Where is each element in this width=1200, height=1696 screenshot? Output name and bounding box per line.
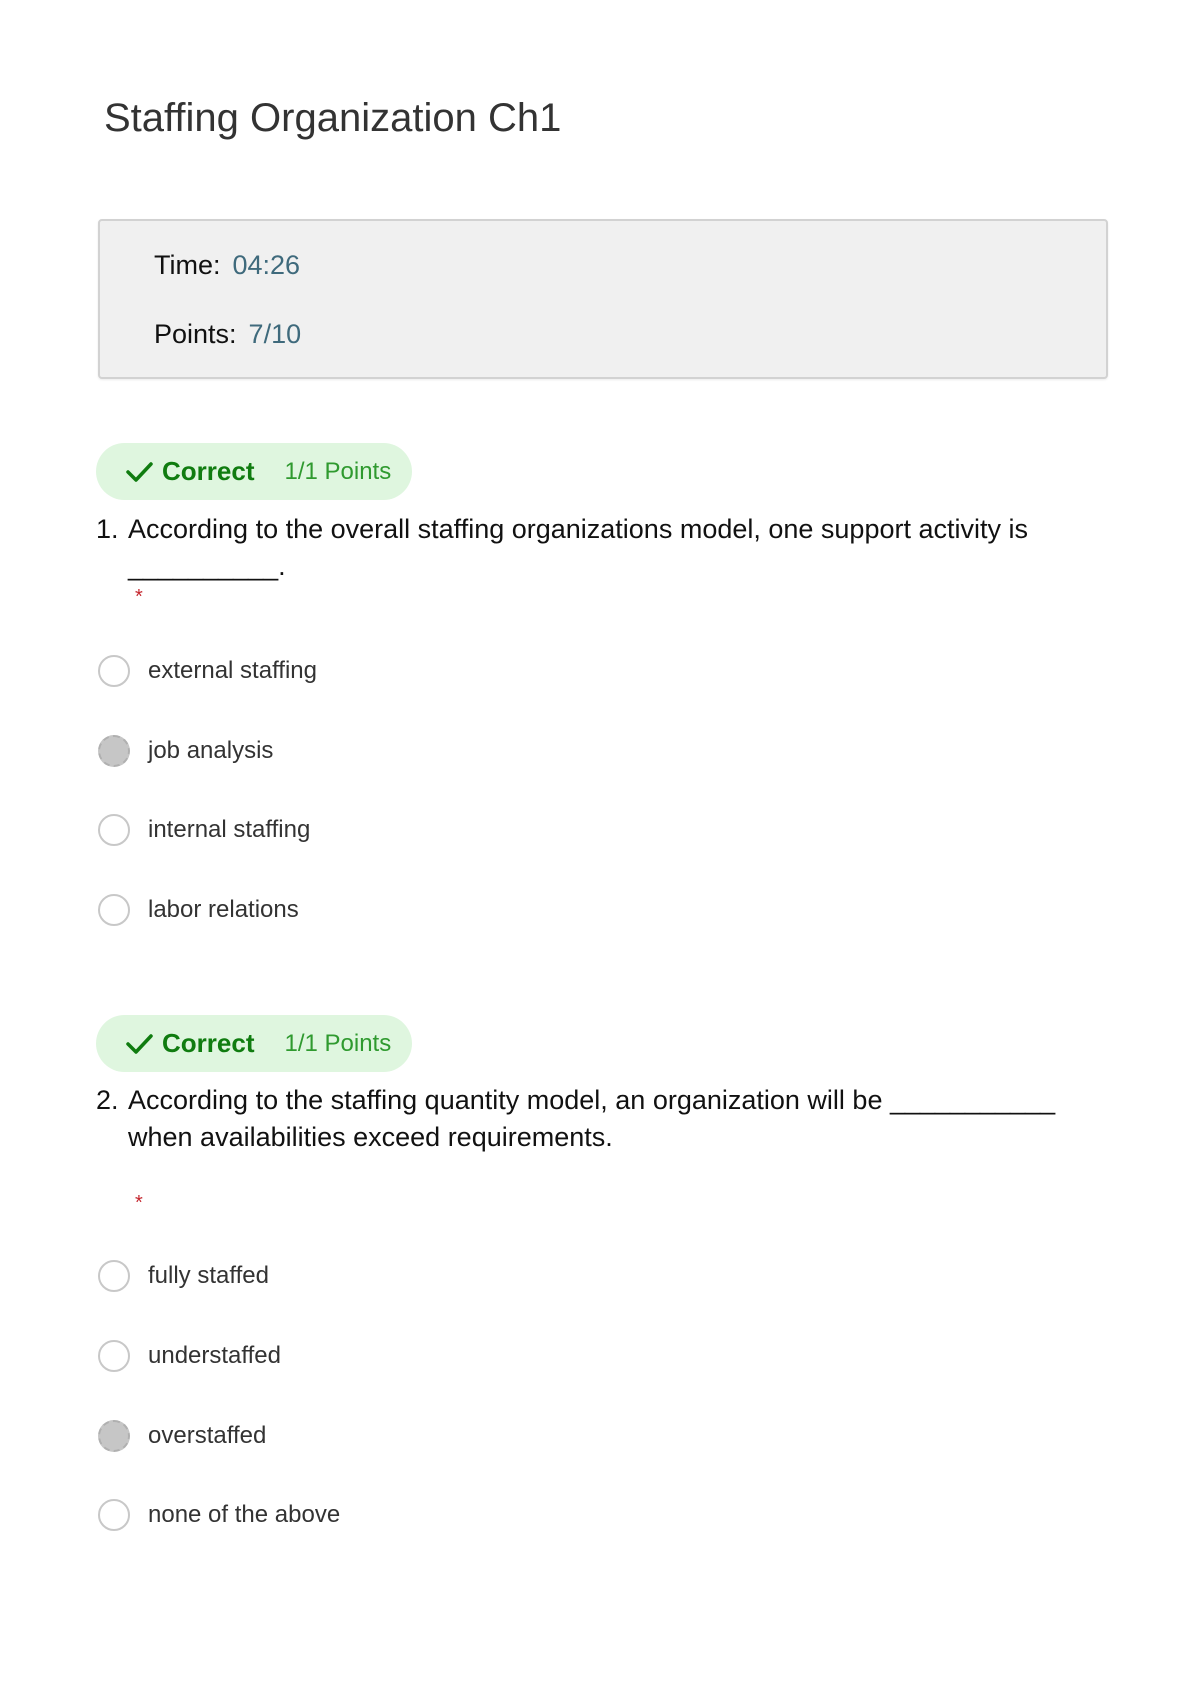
radio-button[interactable] [98, 814, 130, 846]
time-value: 04:26 [232, 250, 301, 280]
answer-option[interactable] [98, 1256, 269, 1296]
required-marker: * [135, 586, 143, 608]
option-label: internal staffing [148, 816, 311, 843]
radio-button[interactable] [98, 894, 130, 926]
radio-button[interactable] [98, 655, 130, 687]
radio-button[interactable] [98, 1340, 130, 1372]
check-icon [124, 457, 154, 487]
result-badge [96, 443, 412, 500]
page-title: Staffing Organization Ch1 [104, 96, 562, 140]
option-label: none of the above [148, 1501, 341, 1528]
question-number: 2. [96, 1085, 119, 1115]
radio-button-selected[interactable] [98, 1420, 130, 1452]
required-marker: * [135, 1192, 143, 1214]
result-badge [96, 1015, 412, 1072]
points-row [154, 318, 301, 350]
option-label: understaffed [148, 1342, 281, 1369]
radio-button[interactable] [98, 1260, 130, 1292]
answer-option[interactable] [98, 1495, 340, 1535]
time-label: Time: [154, 250, 221, 280]
result-status: Correct [162, 1028, 255, 1058]
question-text: According to the staffing quantity model, an organization will be ___________ when availabilities exceed requirements. [128, 1085, 1056, 1152]
option-label: job analysis [148, 737, 274, 764]
question-number: 1. [96, 514, 119, 544]
radio-button[interactable] [98, 1499, 130, 1531]
option-label: labor relations [148, 896, 299, 923]
option-label: overstaffed [148, 1422, 267, 1449]
answer-option[interactable] [98, 890, 299, 930]
time-row [154, 249, 300, 281]
answer-option[interactable] [98, 1336, 281, 1376]
result-points: 1/1 Points [284, 1029, 392, 1057]
points-label: Points: [154, 319, 237, 349]
answer-option[interactable] [98, 810, 310, 850]
result-status: Correct [162, 456, 255, 486]
question-text: According to the overall staffing organizations model, one support activity is __________. [128, 514, 1028, 581]
points-value: 7/10 [248, 319, 302, 349]
answer-option[interactable] [98, 1416, 266, 1456]
result-points: 1/1 Points [284, 457, 392, 485]
option-label: external staffing [148, 657, 317, 684]
answer-option[interactable] [98, 731, 273, 771]
quiz-summary [98, 219, 1108, 379]
option-label: fully staffed [148, 1262, 269, 1289]
check-icon [124, 1029, 154, 1059]
answer-option[interactable] [98, 651, 317, 691]
radio-button-selected[interactable] [98, 735, 130, 767]
